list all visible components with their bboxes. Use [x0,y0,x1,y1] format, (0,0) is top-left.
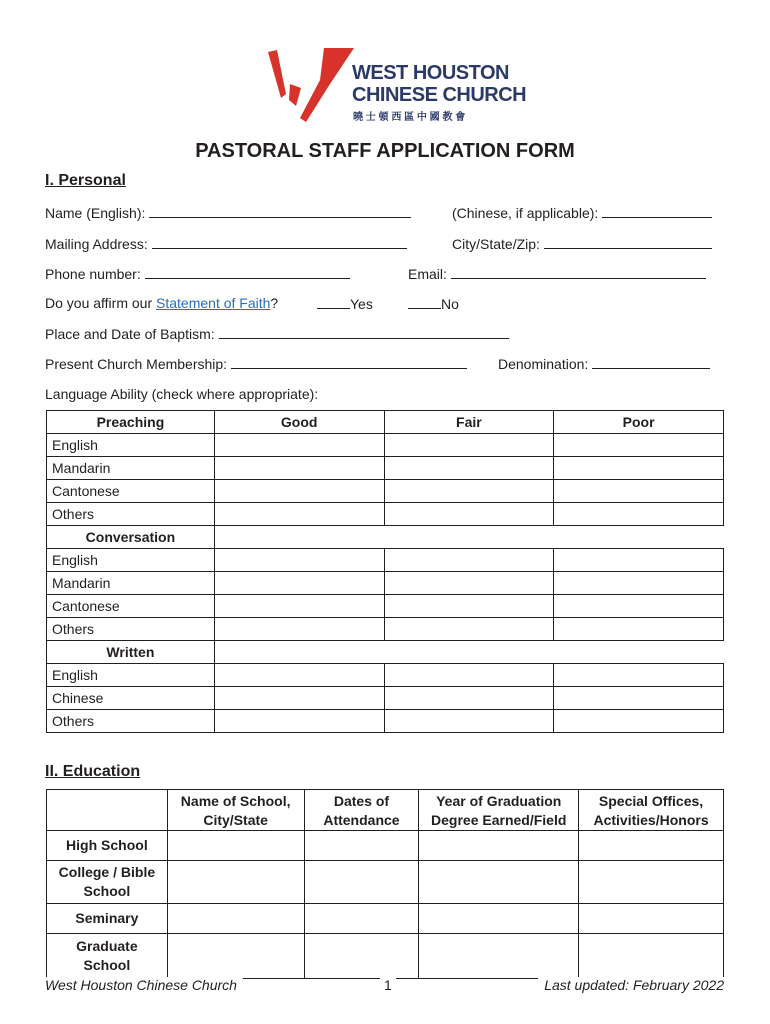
yes-label: Yes [350,296,373,312]
rating-check-cell[interactable] [214,572,384,595]
education-row [47,861,724,904]
education-column-header: Dates of Attendance [304,790,419,831]
rating-header-blank [554,526,724,549]
mailing-address-label: Mailing Address: [45,236,148,252]
language-row [47,480,724,503]
form-title: PASTORAL STAFF APPLICATION FORM [195,140,575,162]
rating-check-cell[interactable] [554,549,724,572]
logo-line-2: CHINESE CHURCH [352,84,527,106]
education-corner-cell [47,790,168,831]
logo-chinese-name: 曉 士 頓 西 區 中 國 教 會 [353,112,466,123]
language-section-heading: Written [47,641,215,664]
education-table [46,789,724,979]
education-level-label: Graduate School [47,934,168,979]
rating-check-cell[interactable] [554,595,724,618]
rating-check-cell[interactable] [554,480,724,503]
denomination-field[interactable] [592,355,710,369]
rating-check-cell[interactable] [384,595,554,618]
no-label: No [441,296,459,312]
education-input-cell[interactable] [304,831,419,861]
language-label: Cantonese [47,595,215,618]
education-input-cell[interactable] [304,934,419,979]
rating-header-blank [214,641,384,664]
rating-check-cell[interactable] [554,618,724,641]
education-input-cell[interactable] [167,831,304,861]
city-state-zip-label: City/State/Zip: [452,236,540,252]
rating-check-cell[interactable] [214,457,384,480]
language-ability-intro: Language Ability (check where appropriate): [45,386,319,402]
denomination-label: Denomination: [498,356,589,372]
affirm-label: Do you affirm our [45,295,157,311]
education-input-cell[interactable] [304,861,419,904]
rating-check-cell[interactable] [384,572,554,595]
language-row [47,664,724,687]
rating-check-cell[interactable] [214,664,384,687]
education-header-row [47,790,724,831]
language-label: English [47,549,215,572]
church-logo [262,44,527,124]
footer-church-name: West Houston Chinese Church [45,977,243,993]
page-number: 1 [380,977,396,993]
rating-column-header: Fair [384,411,554,434]
language-label: Chinese [47,687,215,710]
language-row [47,595,724,618]
rating-check-cell[interactable] [554,457,724,480]
rating-column-header: Poor [554,411,724,434]
language-label: Others [47,503,215,526]
language-row [47,549,724,572]
footer-last-updated: Last updated: February 2022 [538,977,724,993]
education-level-label: High School [47,831,168,861]
rating-check-cell[interactable] [384,710,554,733]
rating-check-cell[interactable] [554,687,724,710]
rating-check-cell[interactable] [214,480,384,503]
education-row [47,934,724,979]
rating-check-cell[interactable] [214,710,384,733]
rating-header-blank [384,641,554,664]
no-field[interactable] [408,295,441,309]
education-column-header: Special Offices, Activities/Honors [579,790,724,831]
education-input-cell[interactable] [419,861,579,904]
logo-line-1: WEST HOUSTON [352,62,509,84]
name-english-field[interactable] [149,204,411,218]
language-label: Cantonese [47,480,215,503]
language-ability-table [46,410,724,733]
rating-header-blank [214,526,384,549]
education-input-cell[interactable] [579,934,724,979]
rating-check-cell[interactable] [554,572,724,595]
language-label: Others [47,710,215,733]
phone-label: Phone number: [45,266,141,282]
education-input-cell[interactable] [304,904,419,934]
rating-check-cell[interactable] [554,710,724,733]
baptism-label: Place and Date of Baptism: [45,326,215,342]
education-input-cell[interactable] [167,904,304,934]
language-label: Others [47,618,215,641]
language-section-header-row [47,641,724,664]
language-section-heading: Preaching [47,411,215,434]
rating-check-cell[interactable] [554,664,724,687]
rating-header-blank [554,641,724,664]
rating-check-cell[interactable] [214,687,384,710]
section-heading-personal: I. Personal [45,172,126,189]
language-label: English [47,664,215,687]
yes-field[interactable] [317,295,350,309]
language-row [47,457,724,480]
email-field[interactable] [451,265,706,279]
education-input-cell[interactable] [167,934,304,979]
rating-check-cell[interactable] [554,434,724,457]
rating-check-cell[interactable] [384,480,554,503]
language-row [47,434,724,457]
name-chinese-label: (Chinese, if applicable): [452,205,599,221]
language-row [47,618,724,641]
language-section-heading: Conversation [47,526,215,549]
mailing-address-field[interactable] [152,235,407,249]
education-input-cell[interactable] [419,904,579,934]
logo-mark-icon [262,44,354,124]
rating-check-cell[interactable] [214,503,384,526]
education-input-cell[interactable] [167,861,304,904]
education-input-cell[interactable] [579,831,724,861]
education-column-header: Year of Graduation Degree Earned/Field [419,790,579,831]
rating-column-header: Good [214,411,384,434]
church-membership-label: Present Church Membership: [45,356,228,372]
rating-check-cell[interactable] [384,664,554,687]
rating-header-blank [384,526,554,549]
education-row [47,831,724,861]
education-level-label: College / Bible School [47,861,168,904]
education-input-cell[interactable] [419,831,579,861]
section-heading-education: II. Education [45,763,141,780]
language-label: English [47,434,215,457]
education-level-label: Seminary [47,904,168,934]
rating-check-cell[interactable] [214,595,384,618]
rating-check-cell[interactable] [384,457,554,480]
rating-check-cell[interactable] [384,503,554,526]
education-column-header: Name of School, City/State [167,790,304,831]
language-row [47,710,724,733]
language-section-header-row [47,411,724,434]
education-input-cell[interactable] [419,934,579,979]
city-state-zip-field[interactable] [544,235,712,249]
rating-check-cell[interactable] [384,549,554,572]
statement-of-faith-link[interactable]: Statement of Faith [156,295,271,311]
language-row [47,687,724,710]
language-row [47,572,724,595]
language-label: Mandarin [47,572,215,595]
education-input-cell[interactable] [579,861,724,904]
name-chinese-field[interactable] [602,204,712,218]
email-label: Email: [408,266,447,282]
education-row [47,904,724,934]
rating-check-cell[interactable] [554,503,724,526]
baptism-field[interactable] [219,325,509,339]
rating-check-cell[interactable] [384,618,554,641]
rating-check-cell[interactable] [384,434,554,457]
rating-check-cell[interactable] [214,434,384,457]
rating-check-cell[interactable] [384,687,554,710]
rating-check-cell[interactable] [214,549,384,572]
name-english-label: Name (English): [45,205,146,221]
language-label: Mandarin [47,457,215,480]
church-membership-field[interactable] [231,355,467,369]
language-section-header-row [47,526,724,549]
rating-check-cell[interactable] [214,618,384,641]
phone-field[interactable] [145,265,350,279]
language-row [47,503,724,526]
affirm-question-mark: ? [270,295,279,311]
education-input-cell[interactable] [579,904,724,934]
